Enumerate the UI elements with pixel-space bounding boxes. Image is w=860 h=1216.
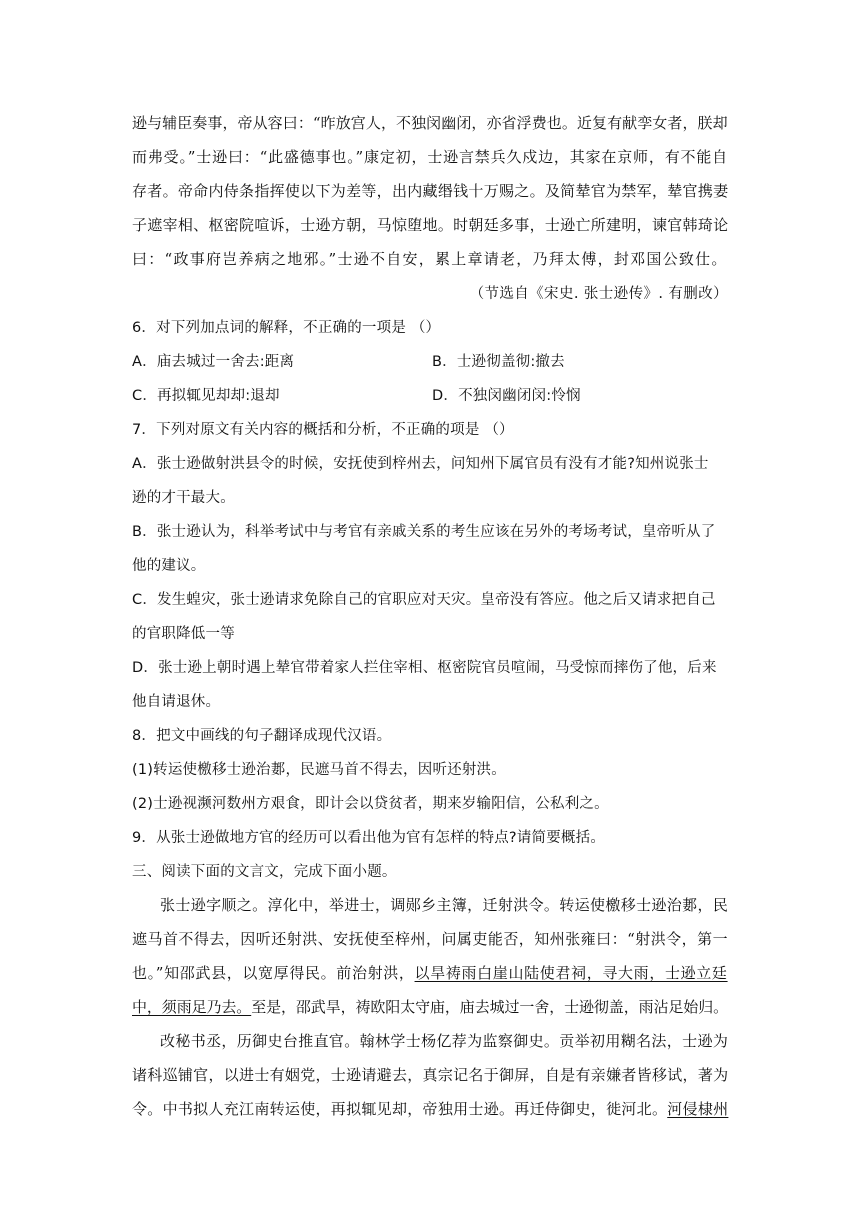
- source-citation: （节选自《宋史. 张士逊传》. 有删改）: [469, 286, 728, 302]
- question-6-option-c: C．再拟辄见却却:退却: [132, 388, 280, 404]
- question-9-stem: 9．从张士逊做地方官的经历可以看出他为官有怎样的特点?请简要概括。: [132, 830, 606, 846]
- classical-text-p1-line-2: 遮马首不得去，因听还射洪、安抚使至梓州，问属吏能否，知州张雍曰：“射洪令，第一: [132, 930, 729, 948]
- question-7-option-c-cont: 的官职降低一等: [132, 626, 235, 642]
- classical-text-p1-line-3: [132, 962, 728, 983]
- question-7-option-d: D．张士逊上朝时遇上辇官带着家人拦住宰相、枢密院官员喧闹，马受惊而摔伤了他，后来: [132, 660, 717, 676]
- passage-line-4: 子遮宰相、枢密院喧诉，士逊方朝，马惊堕地。时朝廷多事，士逊亡所建明，谏官韩琦论: [132, 216, 729, 234]
- underlined-sentence: 中，须雨足乃去。: [132, 998, 252, 1016]
- classical-text-p1-line-1: 张士逊字顺之。淳化中，举进士，调郧乡主簿，迁射洪令。转运使檄移士逊治郪，民: [160, 896, 729, 914]
- question-8-sentence-1: (1)转运使檄移士逊治郪，民遮马首不得去，因听还射洪。: [132, 762, 506, 778]
- passage-line-5: 曰：“政事府岂养病之地邪。”士逊不自安，累上章请老，乃拜太傅，封邓国公致仕。: [132, 250, 728, 268]
- question-6-option-a: A．庙去城过一舍去:距离: [132, 354, 295, 370]
- question-7-option-d-cont: 他自请退休。: [132, 694, 221, 710]
- question-6-option-b: B．士逊彻盖彻:撤去: [432, 354, 565, 370]
- classical-text-p2-line-1: 改秘书丞，历御史台推直官。翰林学士杨亿荐为监察御史。贡举初用糊名法，士逊为: [160, 1032, 729, 1050]
- classical-text-p2-line-2: 诸科巡铺官，以进士有姻党，士逊请避去，真宗记名于御屏，自是有亲嫌者皆移试，著为: [132, 1066, 729, 1084]
- plain-text: 也。”知邵武县，以宽厚得民。前治射洪，: [132, 964, 415, 982]
- question-7-stem: 7．下列对原文有关内容的概括和分析，不正确的项是 （）: [132, 422, 514, 438]
- plain-text: 至是，邵武旱，祷欧阳太守庙，庙去城过一舍，士逊彻盖，雨沾足始归。: [251, 998, 729, 1016]
- question-7-option-c: C．发生蝗灾，张士逊请求免除自己的官职应对天灾。皇帝没有答应。他之后又请求把自己: [132, 592, 716, 608]
- question-6-stem: 6．对下列加点词的解释，不正确的一项是 （）: [132, 320, 441, 336]
- underlined-sentence: 以旱祷雨白崖山陆使君祠，寻大雨，士逊立廷: [414, 964, 728, 982]
- classical-text-p2-line-3: [132, 1098, 728, 1119]
- question-7-option-b: B．张士逊认为，科举考试中与考官有亲戚关系的考生应该在另外的考场考试，皇帝听从了: [132, 524, 716, 540]
- question-7-option-b-cont: 他的建议。: [132, 558, 206, 574]
- question-6-option-d: D．不独闵幽闭闵:怜悯: [432, 388, 581, 404]
- passage-line-2: 而弗受。”士逊曰：“此盛德事也。”康定初，士逊言禁兵久戍边，其家在京师，有不能自: [132, 148, 729, 166]
- question-8-stem: 8．把文中画线的句子翻译成现代汉语。: [132, 728, 392, 744]
- classical-text-p1-line-4: [132, 996, 728, 1017]
- question-7-option-a: A．张士逊做射洪县令的时候，安抚使到梓州去，问知州下属官员有没有才能?知州说张士: [132, 456, 709, 472]
- section-3-title: 三、阅读下面的文言文，完成下面小题。: [132, 864, 397, 880]
- passage-line-3: 存者。帝命内侍条指挥使以下为差等，出内藏缗钱十万赐之。及简辇官为禁军，辇官携妻: [132, 182, 729, 200]
- question-8-sentence-2: (2)士逊视濒河数州方艰食，即计会以贷贫者，期来岁输阳信，公私利之。: [132, 796, 609, 812]
- underlined-sentence: 河侵棣州: [667, 1100, 729, 1118]
- passage-line-1: 逊与辅臣奏事，帝从容曰：“昨放宫人，不独闵幽闭，亦省浮费也。近复有献孪女者，朕却: [132, 114, 728, 132]
- question-7-option-a-cont: 逊的才干最大。: [132, 490, 235, 506]
- plain-text: 令。中书拟人充江南转运使，再拟辄见却，帝独用士逊。再迁侍御史，徙河北。: [132, 1100, 668, 1118]
